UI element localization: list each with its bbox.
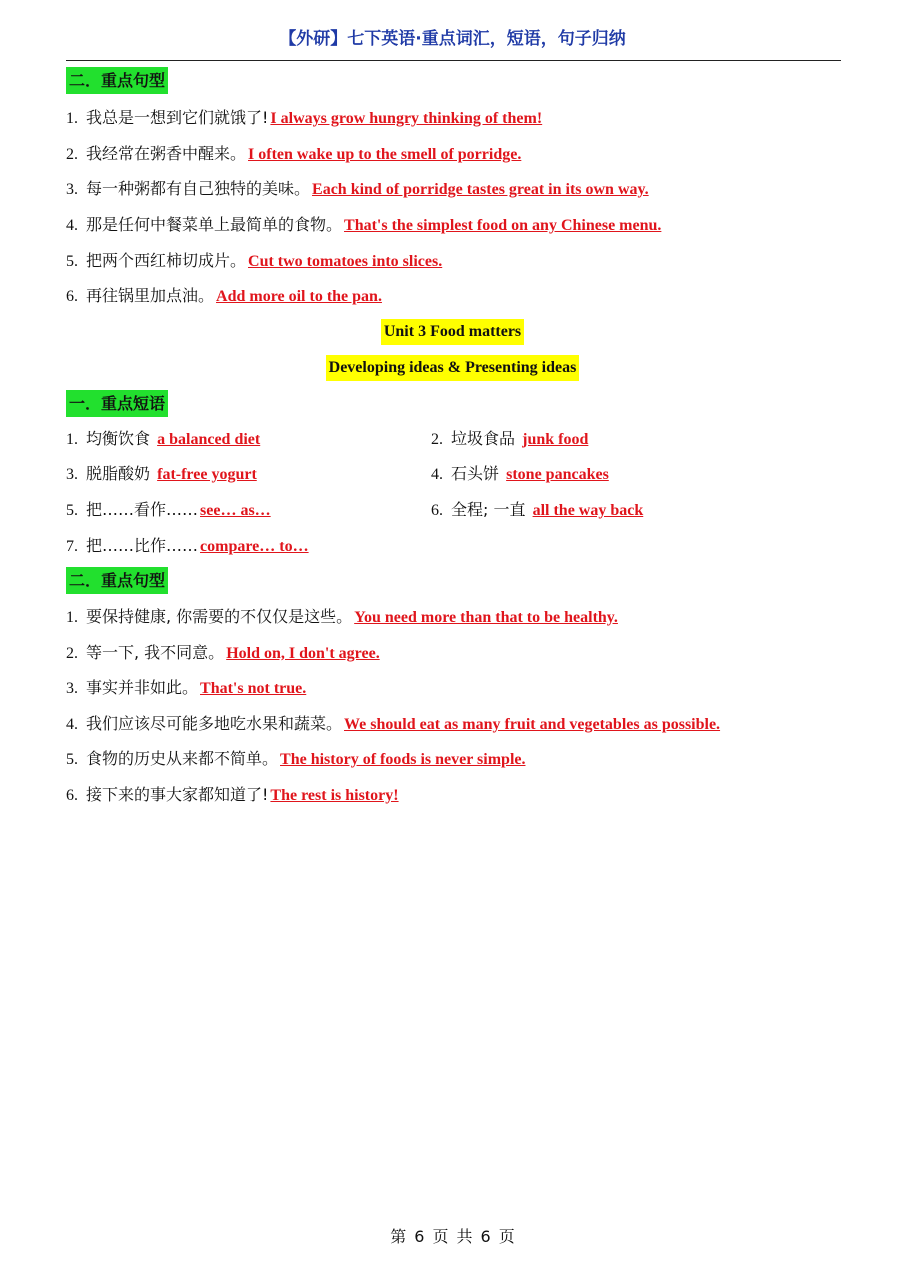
english-answer: We should eat as many fruit and vegetables as possible. [344,716,721,733]
item-number: 2. [66,146,78,163]
chinese-text: 我经常在粥香中醒来。 [86,144,247,163]
english-answer: junk food [522,431,589,448]
item-number: 3. [66,181,78,198]
phrase-item [66,461,257,487]
english-answer: fat-free yogurt [157,466,257,483]
chinese-text: 那是任何中餐菜单上最简单的食物。 [86,215,343,234]
unit-subtitle [0,355,905,381]
chinese-text: 均衡饮食 [86,429,151,448]
english-answer: see… as… [200,502,271,519]
item-number: 2. [66,645,78,662]
sentence-row [66,640,380,666]
english-answer: I always grow hungry thinking of them! [270,110,543,127]
phrase-item [66,426,260,452]
header-divider [66,60,841,61]
chinese-text: 石头饼 [451,464,500,483]
chinese-text: 脱脂酸奶 [86,464,151,483]
phrase-item [431,497,643,523]
phrase-item [431,461,609,487]
item-number: 6. [66,288,78,305]
english-answer: Add more oil to the pan. [216,288,382,305]
english-answer: You need more than that to be healthy. [354,609,618,626]
english-answer: Cut two tomatoes into slices. [248,253,443,270]
footer-page-label: 页 [432,1227,449,1246]
footer-total-label: 共 [456,1227,473,1246]
sentence-row [66,675,306,701]
footer-suffix: 页 [498,1227,515,1246]
phrase-item [66,533,309,559]
english-answer: Hold on, I don't agree. [226,645,380,662]
english-answer: The history of foods is never simple. [280,751,526,768]
document-header: 【外研】七下英语·重点词汇，短语，句子归纳 [279,29,626,49]
item-number: 6. [66,787,78,804]
sentence-row [66,782,399,808]
section-heading-phrases: 一．重点短语 [66,390,168,417]
chinese-text: 把两个西红柿切成片。 [86,251,247,270]
sentence-row [66,283,382,309]
item-number: 4. [431,466,443,483]
english-answer: That's the simplest food on any Chinese menu. [344,217,662,234]
sentence-row [66,212,661,238]
item-number: 7. [66,538,78,555]
english-answer: all the way back [532,502,644,519]
sentence-row [66,141,521,167]
sentence-row [66,176,649,202]
chinese-text: 要保持健康, 你需要的不仅仅是这些。 [86,607,353,626]
chinese-text: 食物的历史从来都不简单。 [86,749,279,768]
english-answer: compare… to… [200,538,309,555]
english-answer: a balanced diet [157,431,261,448]
chinese-text: 我们应该尽可能多地吃水果和蔬菜。 [86,714,343,733]
unit-title [0,319,905,345]
phrase-item [431,426,588,452]
chinese-text: 把……比作…… [86,536,199,555]
sentence-row [66,746,526,772]
english-answer: That's not true. [200,680,307,697]
chinese-text: 全程; 一直 [451,500,526,519]
unit-subtitle-text: Developing ideas & Presenting ideas [326,355,580,381]
item-number: 1. [66,431,78,448]
sentence-row [66,248,442,274]
english-answer: I often wake up to the smell of porridge. [248,146,522,163]
current-page-number: 6 [414,1227,425,1246]
english-answer: Each kind of porridge tastes great in its own way. [312,181,649,198]
item-number: 5. [66,253,78,270]
item-number: 5. [66,751,78,768]
section-heading-sentences-2: 二．重点句型 [66,567,168,594]
chinese-text: 事实并非如此。 [86,678,199,697]
sentence-row [66,604,618,630]
chinese-text: 每一种粥都有自己独特的美味。 [86,179,311,198]
item-number: 4. [66,716,78,733]
item-number: 5. [66,502,78,519]
chinese-text: 再往锅里加点油。 [86,286,215,305]
item-number: 1. [66,609,78,626]
english-answer: The rest is history! [270,787,399,804]
chinese-text: 垃圾食品 [451,429,516,448]
sentence-row [66,711,720,737]
chinese-text: 把……看作…… [86,500,199,519]
page-footer [0,1224,905,1247]
item-number: 4. [66,217,78,234]
sentence-row [66,105,542,131]
item-number: 3. [66,466,78,483]
total-page-number: 6 [480,1227,491,1246]
chinese-text: 我总是一想到它们就饿了! [86,108,269,127]
item-number: 2. [431,431,443,448]
unit-title-text: Unit 3 Food matters [381,319,524,345]
item-number: 6. [431,502,443,519]
item-number: 1. [66,110,78,127]
item-number: 3. [66,680,78,697]
chinese-text: 等一下, 我不同意。 [86,643,225,662]
footer-prefix: 第 [390,1227,407,1246]
section-heading-sentences-1: 二．重点句型 [66,67,168,94]
phrase-item [66,497,271,523]
chinese-text: 接下来的事大家都知道了! [86,785,269,804]
english-answer: stone pancakes [506,466,609,483]
